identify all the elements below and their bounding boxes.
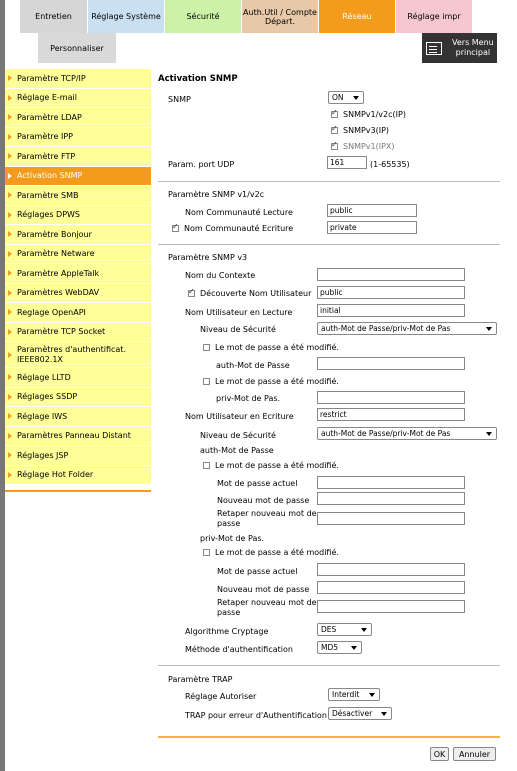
arrow-right-icon [8, 433, 12, 439]
snmp-label: SNMP [168, 95, 191, 104]
cancel-button[interactable]: Annuler [453, 747, 496, 761]
arrow-right-icon [8, 192, 12, 198]
sidebar-item[interactable] [5, 388, 151, 408]
pw-changed-label: Le mot de passe a été modifié. [215, 377, 339, 386]
sidebar-item[interactable] [5, 284, 151, 304]
sidebar-item[interactable] [5, 245, 151, 265]
sidebar-item[interactable] [5, 446, 151, 466]
sidebar-item-label: Réglage E-mail [17, 93, 77, 103]
section-title-v3: Paramètre SNMP v3 [168, 253, 248, 262]
arrow-right-icon [8, 114, 12, 120]
arrow-right-icon [8, 374, 12, 380]
discovery-checkbox[interactable] [188, 290, 195, 297]
sidebar-item[interactable] [5, 89, 151, 109]
tab-2[interactable]: Sécurité [165, 0, 242, 33]
sidebar-item-label: Réglage LLTD [17, 372, 71, 382]
sidebar-item[interactable] [5, 225, 151, 245]
auth-method-label: Méthode d'authentification [185, 645, 293, 654]
retype-password-2-label: Retaper nouveau mot de passe [217, 598, 317, 617]
retype-password-2-input[interactable] [317, 600, 465, 613]
priv-password-label: priv-Mot de Pas. [216, 394, 281, 403]
new-password-2-label: Nouveau mot de passe [217, 585, 310, 594]
sidebar-item-label: Paramètre TCP/IP [17, 73, 86, 83]
sidebar-item-label: Paramètre SMB [17, 190, 79, 200]
new-password-2-input[interactable] [317, 581, 465, 594]
footer-rule [158, 736, 500, 738]
sidebar-item[interactable] [5, 427, 151, 447]
sidebar-item-label: Paramètre TCP Socket [17, 327, 106, 337]
ok-button[interactable]: OK [430, 747, 449, 761]
arrow-right-icon [8, 134, 12, 140]
sidebar-item[interactable] [5, 264, 151, 284]
arrow-right-icon [8, 472, 12, 478]
arrow-right-icon [8, 173, 12, 179]
auth-password-2-label: auth-Mot de Passe [200, 446, 274, 455]
sidebar-item-label: Réglages JSP [17, 450, 69, 460]
arrow-right-icon [8, 352, 12, 358]
arrow-right-icon [8, 413, 12, 419]
arrow-right-icon [8, 329, 12, 335]
section-title-v1v2c: Paramètre SNMP v1/v2c [168, 190, 265, 199]
chevron-down-icon [486, 327, 492, 331]
sidebar-item-label: Paramètre LDAP [17, 112, 82, 122]
sidebar-item-label: Activation SNMP [17, 171, 83, 181]
current-password-2-label: Mot de passe actuel [217, 567, 298, 576]
sidebar-item[interactable] [5, 407, 151, 427]
sidebar-item-label: Paramètre Netware [17, 249, 95, 259]
trap-allow-label: Réglage Autoriser [185, 692, 257, 701]
section-title-snmp: Activation SNMP [158, 74, 238, 84]
arrow-right-icon [8, 251, 12, 257]
crypto-select[interactable]: DES [317, 623, 372, 636]
sidebar-item[interactable] [5, 368, 151, 388]
pw-changed-checkbox[interactable] [203, 378, 210, 385]
sidebar-item-label: Réglage IWS [17, 411, 68, 421]
sidebar-item[interactable] [5, 69, 151, 89]
v1ipx-checkbox[interactable] [331, 143, 338, 150]
trap-allow-select[interactable]: Interdit [328, 688, 380, 701]
sidebar-bottom-rule [5, 490, 151, 492]
section-title-trap: Paramètre TRAP [168, 675, 233, 684]
auth-method-select[interactable]: MD5 [317, 641, 362, 654]
sidebar-item-label: Paramètres Panneau Distant [17, 431, 131, 441]
discovery-input[interactable] [317, 286, 465, 299]
v1ipx-label: SNMPv1(IPX) [343, 142, 395, 151]
tab-5[interactable]: Réglage impr [396, 0, 473, 33]
sidebar-item-label: Réglages DPWS [17, 210, 81, 220]
discovery-label: Découverte Nom Utilisateur [200, 289, 312, 298]
v1v2c-checkbox[interactable] [331, 111, 338, 118]
arrow-right-icon [8, 452, 12, 458]
trap-auth-error-label: TRAP pour erreur d'Authentification [185, 711, 327, 720]
sidebar-item-label: Paramètre FTP [17, 151, 76, 161]
pw-changed-checkbox[interactable] [203, 344, 210, 351]
pw-changed-checkbox[interactable] [203, 462, 210, 469]
arrow-right-icon [8, 95, 12, 101]
chevron-down-icon [361, 628, 367, 632]
sidebar-item[interactable] [5, 342, 151, 368]
sidebar-item[interactable] [5, 303, 151, 323]
arrow-right-icon [8, 290, 12, 296]
arrow-right-icon [8, 270, 12, 276]
main-menu-label: Vers Menu principal [452, 38, 494, 57]
sidebar-item[interactable] [5, 186, 151, 206]
auth-password-input[interactable] [317, 357, 465, 370]
context-name-label: Nom du Contexte [185, 271, 256, 280]
sidebar-item-label: Réglage Hot Folder [17, 470, 94, 480]
udp-port-input[interactable] [327, 156, 367, 169]
security-level-label: Niveau de Sécurité [200, 325, 276, 334]
arrow-right-icon [8, 212, 12, 218]
udp-port-range: (1-65535) [370, 160, 410, 169]
sidebar [5, 69, 151, 485]
arrow-right-icon [8, 231, 12, 237]
chevron-down-icon [369, 693, 375, 697]
divider [158, 665, 500, 666]
v1v2c-label: SNMPv1/v2c(IP) [343, 110, 406, 119]
context-name-input[interactable] [317, 268, 465, 281]
pw-changed-label: Le mot de passe a été modifié. [215, 548, 339, 557]
pw-changed-label: Le mot de passe a été modifié. [215, 461, 339, 470]
sidebar-item-label: Réglages SSDP [17, 392, 78, 402]
menu-icon [426, 42, 442, 55]
sidebar-item-label: Paramètre IPP [17, 132, 73, 142]
pw-changed-checkbox[interactable] [203, 549, 210, 556]
current-password-input[interactable] [317, 476, 465, 489]
sidebar-item-label: Paramètres d'authentificat. IEEE802.1X [17, 344, 126, 364]
tab-0[interactable]: Entretien [20, 0, 88, 33]
read-community-label: Nom Communauté Lecture [185, 208, 293, 217]
write-community-label: Nom Communauté Ecriture [184, 224, 294, 233]
sidebar-item[interactable] [5, 128, 151, 148]
arrow-right-icon [8, 394, 12, 400]
snmp-select[interactable]: ON [328, 91, 364, 104]
top-tab-bar [0, 0, 517, 33]
security-level-2-label: Niveau de Sécurité [200, 431, 276, 440]
sidebar-item[interactable] [5, 167, 151, 187]
write-community-input[interactable] [327, 221, 417, 234]
main-menu-button[interactable] [422, 33, 497, 63]
write-user-input[interactable] [317, 408, 465, 421]
trap-auth-error-select[interactable]: Désactiver [328, 707, 392, 720]
write-community-checkbox[interactable] [172, 225, 179, 232]
tab-1[interactable]: Réglage Système [88, 0, 165, 33]
sidebar-item[interactable] [5, 108, 151, 128]
new-password-label: Nouveau mot de passe [217, 496, 310, 505]
crypto-label: Algorithme Cryptage [185, 627, 269, 636]
subtab-personnaliser[interactable]: Personnaliser [38, 33, 116, 63]
current-password-label: Mot de passe actuel [217, 479, 298, 488]
sidebar-item-label: Paramètre AppleTalk [17, 268, 100, 278]
read-user-label: Nom Utilisateur en Lecture [185, 308, 293, 317]
sidebar-item[interactable] [5, 206, 151, 226]
auth-password-label: auth-Mot de Passe [216, 361, 290, 370]
pw-changed-label: Le mot de passe a été modifié. [215, 343, 339, 352]
divider [158, 244, 500, 245]
tab-3[interactable]: Auth.Util / Compte Départ. [242, 0, 319, 33]
priv-password-2-label: priv-Mot de Pas. [200, 534, 265, 543]
arrow-right-icon [8, 309, 12, 315]
arrow-right-icon [8, 153, 12, 159]
udp-port-label: Param. port UDP [168, 160, 235, 169]
chevron-down-icon [351, 646, 357, 650]
read-community-input[interactable] [327, 204, 417, 217]
sidebar-item[interactable] [5, 147, 151, 167]
sidebar-item[interactable] [5, 323, 151, 343]
retype-password-label: Retaper nouveau mot de passe [217, 509, 317, 528]
write-user-label: Nom Utilisateur en Ecriture [185, 412, 294, 421]
retype-password-input[interactable] [317, 512, 465, 525]
sidebar-item-label: Reglage OpenAPI [17, 307, 86, 317]
sidebar-item-label: Paramètre Bonjour [17, 229, 92, 239]
sidebar-item[interactable] [5, 466, 151, 486]
chevron-down-icon [486, 432, 492, 436]
security-level-select[interactable]: auth-Mot de Passe/priv-Mot de Pas [317, 322, 497, 335]
new-password-input[interactable] [317, 492, 465, 505]
priv-password-input[interactable] [317, 391, 465, 404]
v3-checkbox[interactable] [331, 127, 338, 134]
current-password-2-input[interactable] [317, 563, 465, 576]
v3-label: SNMPv3(IP) [343, 126, 390, 135]
sidebar-item-label: Paramètres WebDAV [17, 288, 100, 298]
chevron-down-icon [381, 712, 387, 716]
tab-4[interactable]: Réseau [319, 0, 396, 33]
divider [158, 181, 500, 182]
security-level-2-select[interactable]: auth-Mot de Passe/priv-Mot de Pas [317, 427, 497, 440]
read-user-input[interactable] [317, 304, 465, 317]
arrow-right-icon [8, 75, 12, 81]
chevron-down-icon [353, 96, 359, 100]
